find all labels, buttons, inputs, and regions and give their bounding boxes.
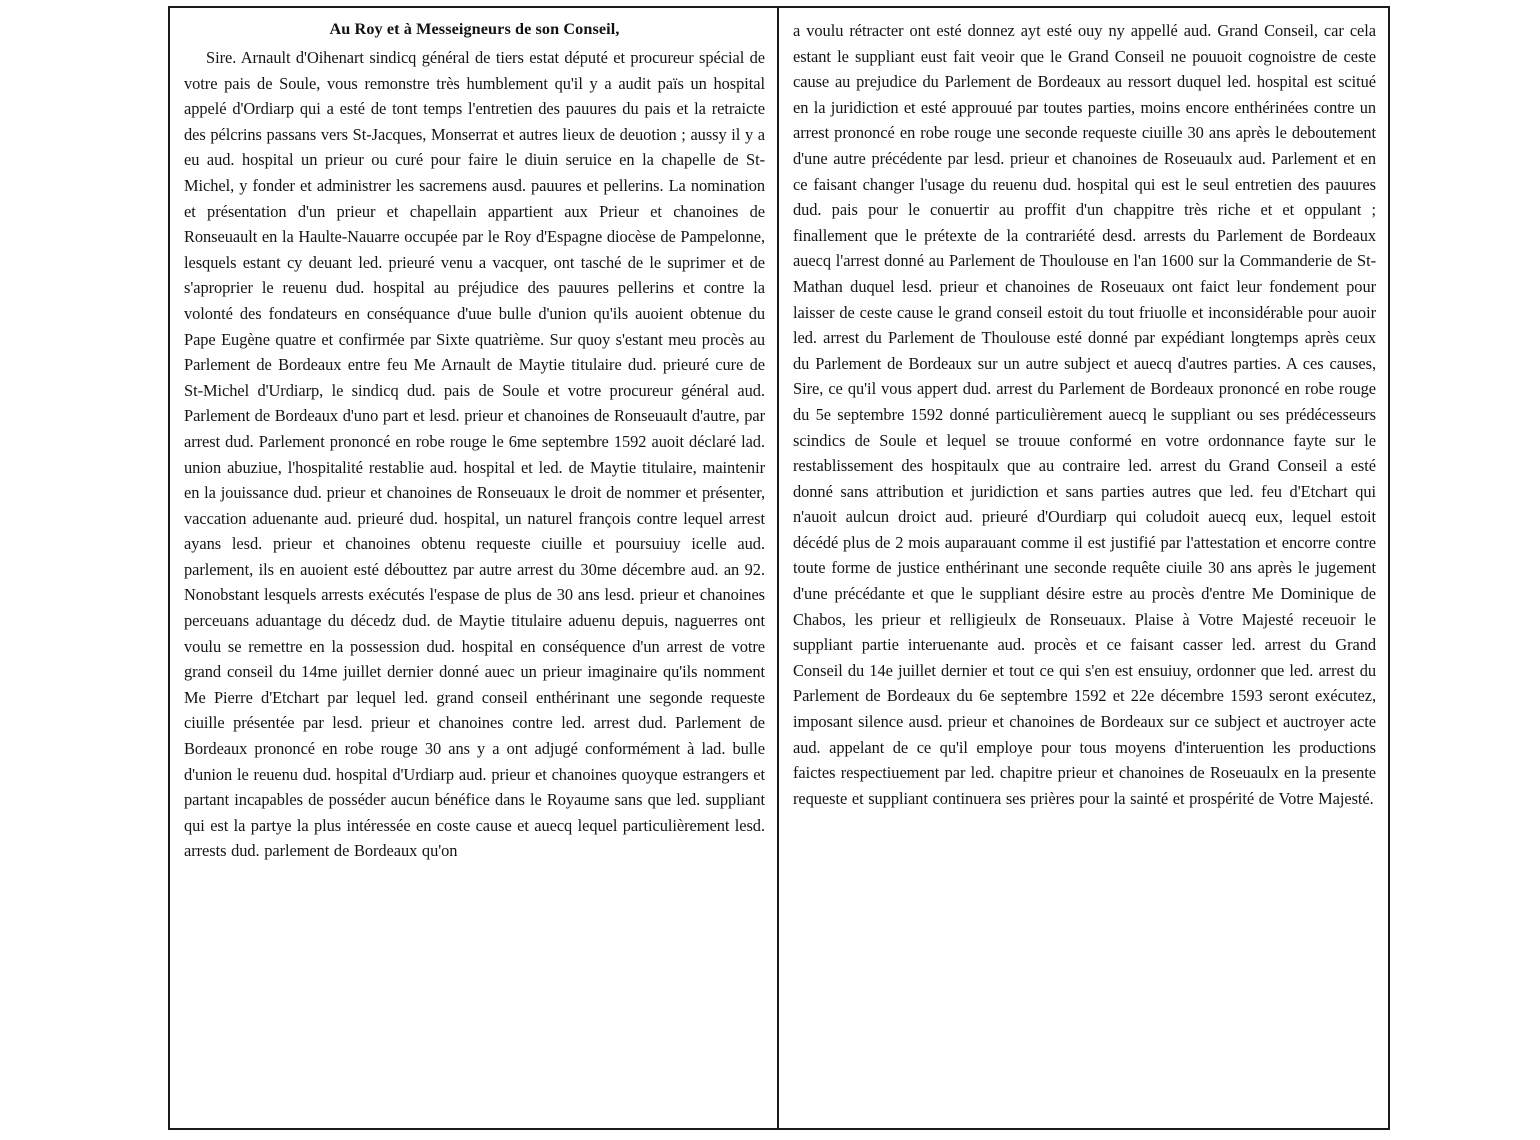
- right-column-body: a voulu rétracter ont esté donnez ayt esté ouy ny appellé aud. Grand Conseil, car cela estant le suppliant eust fait veoir que le Grand Conseil ne pouuoit cognoistre de ceste cause au prejudice du Parlement de Bordeaux au ressort duquel led. hospital est scitué en la juridiction et esté approuué par toutes parties, moins encore enthérinées contre un arrest prononcé en robe rouge une seconde requeste ciuille 30 ans après le deboutement d'une autre précédente par lesd. prieur et chanoines de Roseuaulx aud. Parlement et en ce faisant changer l'usage du reuenu dud. hospital qui est le seul entretien des pauures dud. pais pour le conuertir au proffit d'un chappitre très riche et et oppulant ; finallement que le prétexte de la contrariété desd. arrests du Parlement de Bordeaux auecq l'arrest donné au Parlement de Thoulouse en l'an 1600 sur la Commanderie de St-Mathan duquel lesd. prieur et chanoines de Roseuaux ont faict leur fondement pour laisser de ceste cause le grand conseil estoit du tout friuolle et inconsidérable pour auoir led. arrest du Parlement de Thoulouse esté donné par expédiant longtemps après ceux du Parlement de Bordeaux sur un autre subject et auecq d'autres parties. A ces causes, Sire, ce qu'il vous appert dud. arrest du Parlement de Bordeaux prononcé en robe rouge du 5e septembre 1592 donné particulièrement auecq le suppliant ou ses prédécesseurs scindics de Soule et lequel se trouue conformé en votre ordonnance fayte sur le restablissement des hospitaulx que au contraire led. arrest du Grand Conseil a esté donné sans attribution et juridiction et sans parties autres que led. feu d'Etchart qui n'auoit aulcun droict aud. prieuré d'Ourdiarp qui coludoit auecq eux, lequel estoit décédé plus de 2 mois auparauant comme il est justifié par l'attestation et encorre contre toute forme de justice enthérinant une seconde requête ciuile 30 ans après le jugement d'une précédante et que le suppliant désire estre au procès d'entre Me Dominique de Chabos, les prieur et relligieulx de Ronseuaux. Plaise à Votre Majesté receuoir le suppliant partie interuenante aud. procès et ce faisant casser led. arrest du Grand Conseil du 14e juillet dernier et tout ce qui s'en est ensuiuy, ordonner que led. arrest du Parlement de Bordeaux du 6e septembre 1592 et 22e décembre 1593 seront exécutez, imposant silence ausd. prieur et chanoines de Bordeaux sur ce subject et auctroyer acte aud. appelant de ce qu'il employe pour tous moyens d'interuention les productions faictes respectiuement par led. chapitre prieur et chanoines de Roseuaulx en la presente requeste et suppliant continuera ses prières pour la sainté et prospérité de Votre Majesté.: [793, 21, 1376, 808]
- left-column: [170, 8, 779, 1128]
- left-column-body: Sire. Arnault d'Oihenart sindicq général de tiers estat député et procureur spécial de votre pais de Soule, vous remonstre très humblement qu'il y a audit païs un hospital appelé d'Ordiarp qui a esté de tont temps l'entretien des pauures du pais et la retraicte des pélcrins passans vers St-Jacques, Monserrat et autres lieux de deuotion ; aussy il y a eu aud. hospital un prieur ou curé pour faire le diuin seruice en la chapelle de St-Michel, y fonder et administrer les sacremens ausd. pauures et pellerins. La nomination et présentation d'un prieur et chapellain appartient aux Prieur et chanoines de Ronseuault en la Haulte-Nauarre occupée par le Roy d'Espagne diocèse de Pampelonne, lesquels estant cy deuant led. prieuré venu a vacquer, ont tasché de le suprimer et de s'aproprier le reuenu dud. hospital au préjudice des pauures pellerins et contre la volonté des fondateurs en conséquance d'uue bulle d'union qu'ils auoient obtenue du Pape Eugène quatre et confirmée par Sixte quatrième. Sur quoy s'estant meu procès au Parlement de Bordeaux entre feu Me Arnault de Maytie titulaire dud. prieuré cure de St-Michel d'Urdiarp, le sindicq dud. pais de Soule et votre procureur général aud. Parlement de Bordeaux d'uno part et lesd. prieur et chanoines de Ronseuault d'autre, par arrest dud. Parlement prononcé en robe rouge le 6me septembre 1592 auoit déclaré lad. union abuziue, l'hospitalité restablie aud. hospital et led. de Maytie titulaire, maintenir en la jouissance dud. prieur et chanoines de Ronseuaux le droit de nommer et présenter, vaccation aduenante aud. prieuré dud. hospital, un naturel françois contre lequel arrest ayans lesd. prieur et chanoines obtenu requeste ciuille et poursuiuy icelle aud. parlement, ils en auoient esté débouttez par autre arrest du 30me décembre aud. an 92. Nonobstant lesquels arrests exécutés l'espase de plus de 30 ans lesd. prieur et chanoines perceuans aduantage du décedz dud. de Maytie titulaire aduenu depuis, naguerres ont voulu se remettre en la possession dud. hospital en conséquence d'un arrest de votre grand conseil du 14me juillet dernier donné auec un prieur imaginaire qu'ils nomment Me Pierre d'Etchart par lequel led. grand conseil enthérinant une segonde requeste ciuille présentée par lesd. prieur et chanoines contre led. arrest dud. Parlement de Bordeaux prononcé en robe rouge 30 ans y a ont adjugé conformément à lad. bulle d'union le reuenu dud. hospital d'Urdiarp aud. prieur et chanoines quoyque estrangers et partant incapables de posséder aucun bénéfice dans le Royaume sans que led. suppliant qui est la partye la plus intéressée en coste cause et auecq lequel particulièrement lesd. arrests dud. parlement de Bordeaux qu'on: [184, 48, 765, 861]
- two-column-frame: [168, 6, 1390, 1130]
- right-column: [779, 8, 1388, 1128]
- document-heading: Au Roy et à Messeigneurs de son Conseil,: [329, 20, 620, 38]
